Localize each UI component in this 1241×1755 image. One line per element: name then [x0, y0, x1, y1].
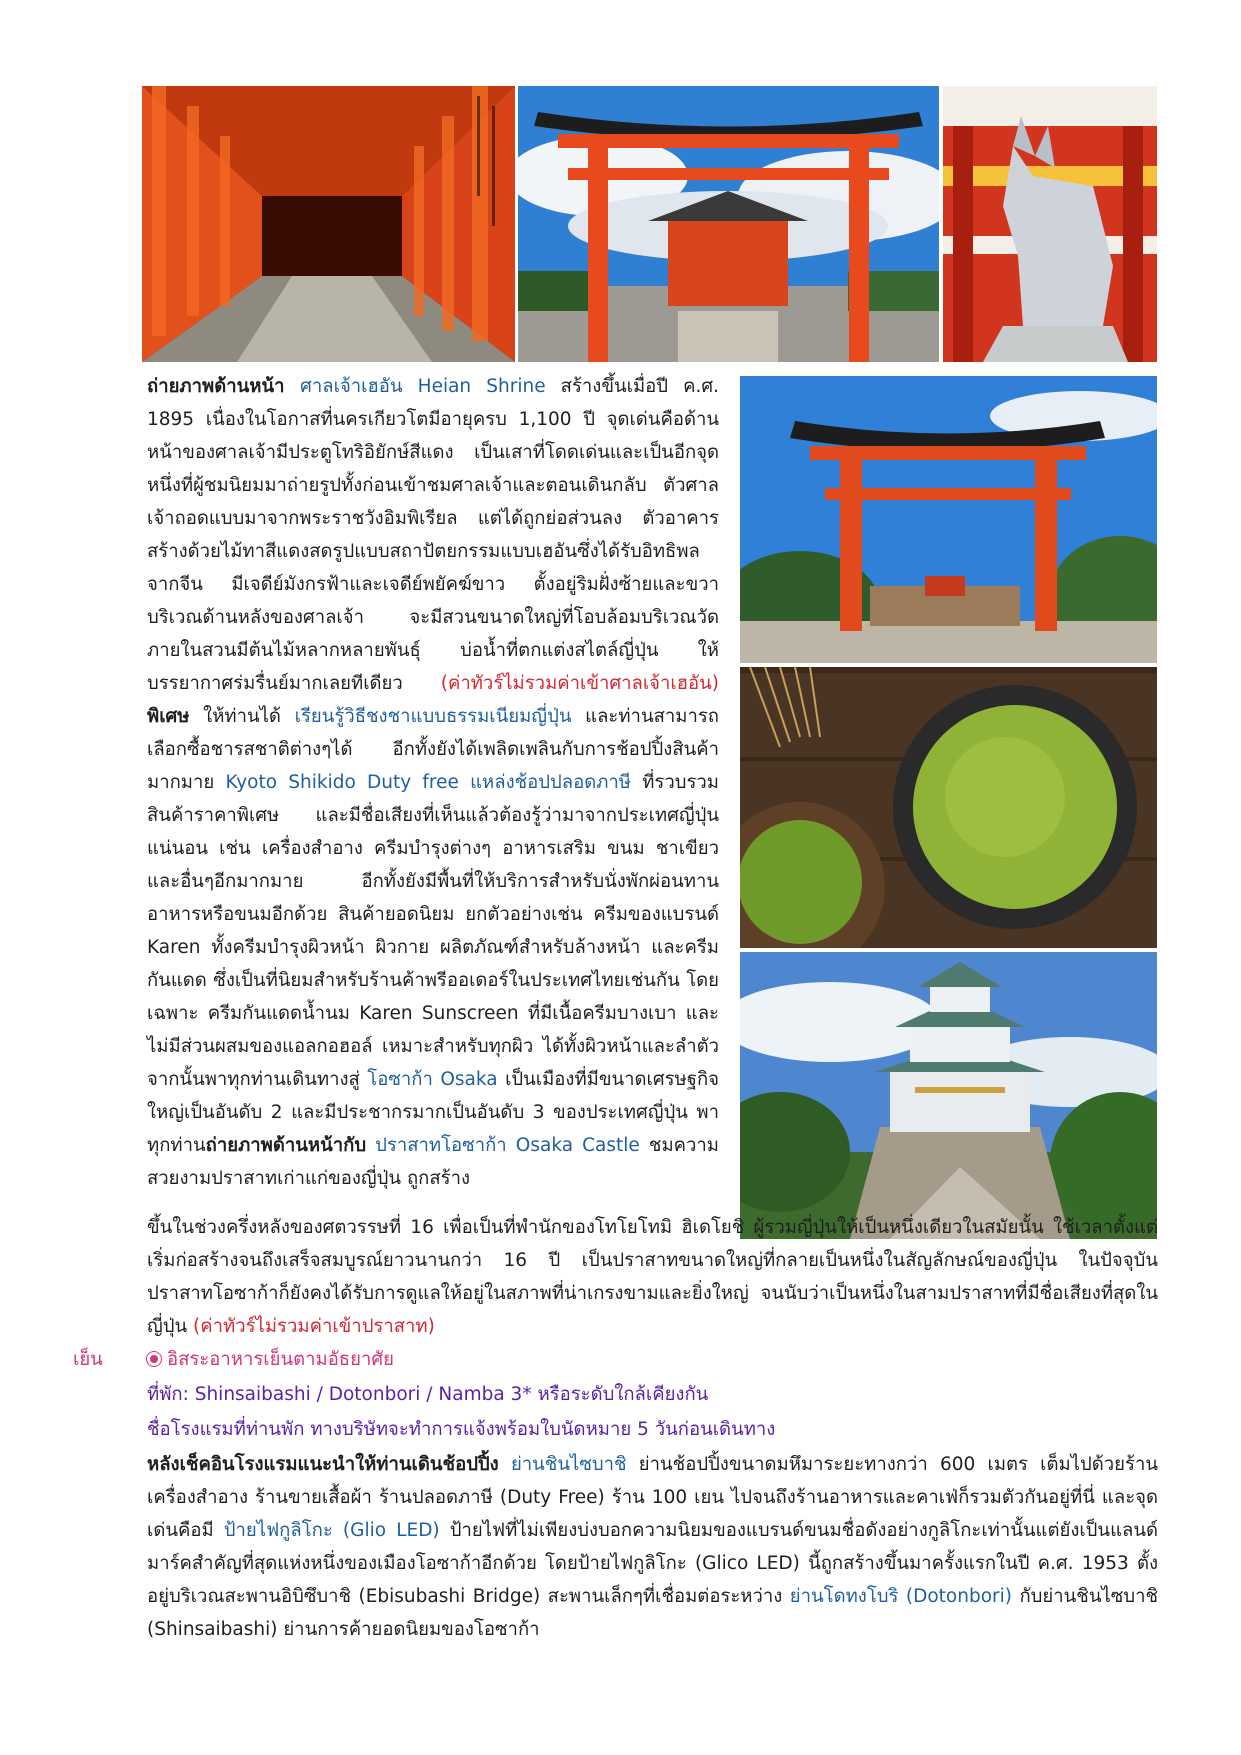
shopping-description: [147, 1448, 1158, 1646]
heian-shrine-text: สร้างขึ้นเมื่อปี ค.ศ. 1895 เนื่องในโอกาสที่นครเกียวโตมีอายุครบ 1,100 ปี จุดเด่นคือด้านหน้าของศาลเจ้ามีประตูโทริอิยักษ์สีแดง เป็นเสาที่โดดเด่นและเป็นอีกจุดหนึ่งที่ผู้ชมนิยมมาถ่ายรูปทั้งก่อนเข้าชมศาลเจ้าและตอนเดินกลับ ตัวศาลเจ้าถอดแบบมาจากพระราชวังอิมพิเรียล แต่ได้ถูกย่อส่วนลง ตัวอาคารสร้างด้วยไม้ทาสีแดงสดรูปแบบสถาปัตยกรรมแบบเฮอันซึ่งได้รับอิทธิพลจากจีน มีเจดีย์มังกรฟ้าและเจดีย์พยัคฆ์ขาว ตั้งอยู่ริมฝั่งซ้ายและขวา บริเวณด้านหลังของศาลเจ้า จะมีสวนขนาดใหญ่ที่โอบล้อมบริเวณวัด ภายในสวนมีต้นไม้หลากหลายพันธุ์ บ่อน้ำที่ตกแต่งสไตล์ญี่ปุ่น ให้บรรยากาศร่มรื่นย์มากเลยทีเดียว: [147, 376, 719, 694]
photo-heian-shrine-torii: [740, 376, 1157, 663]
heian-shrine-name: ศาลเจ้าเฮอัน Heian Shrine: [300, 376, 546, 397]
photo-osaka-castle: [740, 952, 1157, 1239]
glico-sign-name: ป้ายไฟกูลิโกะ (Glio LED): [223, 1520, 440, 1541]
special-label: พิเศษ: [147, 706, 190, 727]
dinner-line: [147, 1343, 1158, 1376]
duty-free-text: ที่รวบรวมสินค้าราคาพิเศษ และมีชื่อเสียงที่เห็นแล้วต้องรู้ว่ามาจากประเทศญี่ปุ่นแน่นอน เช่น เครื่องสำอาง ครีมบำรุงต่างๆ อาหารเสริม ขนม ชาเขียว และอื่นๆอีกมากมาย อีกทั้งยังมีพื้นที่ให้บริการสำหรับนั่งพักผ่อนทานอาหารหรือขนมอีกด้วย สินค้ายอดนิยม ยกตัวอย่างเช่น ครีมของแบรนด์ Karen ทั้งครีมบำรุงผิวหน้า ผิวกาย ผลิตภัณฑ์สำหรับล้างหน้า และครีมกันแดด ซึ่งเป็นที่นิยมสำหรับร้านค้าพรีออเดอร์ในประเทศไทยเช่นกัน โดยเฉพาะ ครีมกันแดดน้ำนม Karen Sunscreen ที่มีเนื้อครีมบางเบา และ ไม่มีส่วนผสมของแอลกอฮอล์ เหมาะสำหรับทุกผิว ได้ทั้งผิวหน้าและลำตัว จากนั้นพาทุกท่านเดินทางสู่: [147, 772, 720, 1090]
heian-fee-note: (ค่าทัวร์ไม่รวมค่าเข้าศาลเจ้าเฮอัน): [440, 673, 719, 694]
photo-with-label: ถ่ายภาพด้านหน้ากับ: [205, 1135, 367, 1156]
osaka-text: เป็นเมืองที่มีขนาดเศรษฐกิจใหญ่เป็นอันดับ 2 และมีประชากรมากเป็นอันดับ 3 ของประเทศญี่ปุ่น พาทุกท่าน: [147, 1069, 719, 1156]
dish-icon: [147, 1352, 161, 1366]
glico-text: ป้ายไฟที่ไม่เพียงบ่งบอกความนิยมของแบรนด์ขนมชื่อดังอย่างกูลิโกะเท่านั้นแต่ยังเป็นแลนด์มาร์คสำคัญที่สุดแห่งหนึ่งของเมืองโอซาก้าอีกด้วย โดยป้ายไฟกูลิโกะ (Glico LED) นี้ถูกสร้างขึ้นมาครั้งแรกในปี ค.ศ. 1953 ตั้งอยู่บริเวณสะพานอิบิซึบาชิ (Ebisubashi Bridge) สะพานเล็กๆที่เชื่อมต่อระหว่าง: [147, 1520, 1158, 1607]
osaka-city-name: โอซาก้า Osaka: [367, 1069, 498, 1090]
photo-fox-statue: [943, 86, 1157, 362]
shinsaibashi-text: ย่านช้อปปิ้งขนาดมหึมาระยะทางกว่า 600 เมตร เต็มไปด้วยร้านเครื่องสำอาง ร้านขายเสื้อผ้า ร้านปลอดภาษี (Duty Free) ร้าน 100 เยน ไปจนถึงร้านอาหารและคาเฟ่ก็รวมตัวกันอยู่ที่นี่ และจุดเด่นคือมี: [147, 1454, 1158, 1541]
dotonbori-name: ย่านโดทงโบริ (Dotonbori): [789, 1586, 1012, 1607]
dinner-label: เย็น: [73, 1349, 103, 1370]
heian-osaka-description: ถ่ายภาพด้านหน้า ศาลเจ้าเฮอัน Heian Shrine สร้างขึ้นเมื่อปี ค.ศ. 1895 เนื่องในโอกาสที่นครเกียวโตมีอายุครบ 1,100 ปี จุดเด่นคือด้านหน้าของศาลเจ้ามีประตูโทริอิยักษ์สีแดง เป็นเสาที่โดดเด่นและเป็นอีกจุดหนึ่งที่ผู้ชมนิยมมาถ่ายรูปทั้งก่อนเข้าชมศาลเจ้าและตอนเดินกลับ ตัวศาลเจ้าถอดแบบมาจากพระราชวังอิมพิเรียล แต่ได้ถูกย่อส่วนลง ตัวอาคารสร้างด้วยไม้ทาสีแดงสดรูปแบบสถาปัตยกรรมแบบเฮอันซึ่งได้รับอิทธิพลจากจีน มีเจดีย์มังกรฟ้าและเจดีย์พยัคฆ์ขาว ตั้งอยู่ริมฝั่งซ้ายและขวา บริเวณด้านหลังของศาลเจ้า จะมีสวนขนาดใหญ่ที่โอบล้อมบริเวณวัด ภายในสวนมีต้นไม้หลากหลายพันธุ์ บ่อน้ำที่ตกแต่งสไตล์ญี่ปุ่น ให้บรรยากาศร่มรื่นย์มากเลยทีเดียว (ค่าทัวร์ไม่รวมค่าเข้าศาลเจ้าเฮอัน) พิเศษ ให้ท่านได้ เรียนรู้วิธีชงชาแบบธรรมเนียมญี่ปุ่น และท่านสามารถเลือกซื้อชารสชาติต่างๆได้ อีกทั้งยังได้เพลิดเพลินกับการช้อปปิ้งสินค้ามากมาย Kyoto Shikido Duty free แหล่งช้อปปลอดภาษี ที่รวบรวมสินค้าราคาพิเศษ และมีชื่อเสียงที่เห็นแล้วต้องรู้ว่ามาจากประเทศญี่ปุ่นแน่นอน เช่น เครื่องสำอาง ครีมบำรุงต่างๆ อาหารเสริม ขนม ชาเขียว และอื่นๆอีกมากมาย อีกทั้งยังมีพื้นที่ให้บริการสำหรับนั่งพักผ่อนทานอาหารหรือขนมอีกด้วย สินค้ายอดนิยม ยกตัวอย่างเช่น ครีมของแบรนด์ Karen ทั้งครีมบำรุงผิวหน้า ผิวกาย ผลิตภัณฑ์สำหรับล้างหน้า และครีมกันแดด ซึ่งเป็นที่นิยมสำหรับร้านค้าพรีออเดอร์ในประเทศไทยเช่นกัน โดยเฉพาะ ครีมกันแดดน้ำนม Karen Sunscreen ที่มีเนื้อครีมบางเบา และ ไม่มีส่วนผสมของแอลกอฮอล์ เหมาะสำหรับทุกผิว ได้ทั้งผิวหน้าและลำตัว จากนั้นพาทุกท่านเดินทางสู่ โอซาก้า Osaka เป็นเมืองที่มีขนาดเศรษฐกิจใหญ่เป็นอันดับ 2 และมีประชากรมากเป็นอันดับ 3 ของประเทศญี่ปุ่น พาทุกท่านถ่ายภาพด้านหน้ากับ ปราสาทโอซาก้า Osaka Castle ชมความสวยงามปราสาทเก่าแก่ของญี่ปุ่น ถูกสร้าง: [147, 376, 720, 1189]
kyoto-shikido-duty-free: Kyoto Shikido Duty free แหล่งช้อปปลอดภาษี: [225, 772, 631, 793]
osaka-castle-history: ขึ้นในช่วงครึ่งหลังของศตวรรษที่ 16 เพื่อเป็นที่พำนักของโทโยโทมิ ฮิเดโยชิ ผู้รวมญี่ปุ่นให้เป็นหนึ่งเดียวในสมัยนั้น ใช้เวลาตั้งแต่เริ่มก่อสร้างจนถึงเสร็จสมบูรณ์ยาวนานกว่า 16 ปี เป็นปราสาทขนาดใหญ่ที่กลายเป็นหนึ่งในสัญลักษณ์ของญี่ปุ่น ในปัจจุบันปราสาทโอซาก้าก็ยังคงได้รับการดูแลให้อยู่ในสภาพที่น่าเกรงขามและยิ่งใหญ่ จนนับว่าเป็นหนึ่งในสามปราสาทที่มีชื่อเสียงที่สุดในญี่ปุ่น: [147, 1217, 1158, 1337]
photo-stop-label: ถ่ายภาพด้านหน้า: [147, 376, 301, 397]
hotel-info: ที่พัก: Shinsaibashi / Dotonbori / Namba 3* หรือระดับใกล้เคียงกัน: [147, 1384, 709, 1405]
photo-fushimi-inari-great-torii: [518, 86, 939, 362]
osaka-castle-continued: [147, 1211, 1158, 1343]
photo-matcha-tea: [740, 667, 1157, 948]
tea-text: และท่านสามารถเลือกซื้อชารสชาติต่างๆได้ อีกทั้งยังได้เพลิดเพลินกับการช้อปปิ้งสินค้ามากมาย: [147, 706, 719, 793]
osaka-castle-text: ชมความสวยงามปราสาทเก่าแก่ของญี่ปุ่น ถูกสร้าง: [147, 1135, 719, 1189]
hotel-notice: ชื่อโรงแรมที่ท่านพัก ทางบริษัทจะทำการแจ้งพร้อมใบนัดหมาย 5 วันก่อนเดินทาง: [147, 1419, 776, 1440]
shinsaibashi-name: ย่านชินไซบาชิ: [510, 1454, 627, 1475]
tea-ceremony-highlight: เรียนรู้วิธีชงชาแบบธรรมเนียมญี่ปุ่น: [294, 706, 572, 727]
osaka-castle-name: ปราสาทโอซาก้า Osaka Castle: [375, 1135, 640, 1156]
castle-fee-note: (ค่าทัวร์ไม่รวมค่าเข้าปราสาท): [193, 1316, 435, 1337]
shopping-intro: หลังเช็คอินโรงแรมแนะนำให้ท่านเดินช้อปปิ้ง: [147, 1454, 499, 1475]
dinner-text: อิสระอาหารเย็นตามอัธยาศัย: [167, 1349, 394, 1370]
photo-fushimi-inari-torii-tunnel: [142, 86, 515, 362]
dotonbori-text: กับย่านชินไซบาชิ (Shinsaibashi) ย่านการค้ายอดนิยมของโอซาก้า: [147, 1586, 1159, 1640]
